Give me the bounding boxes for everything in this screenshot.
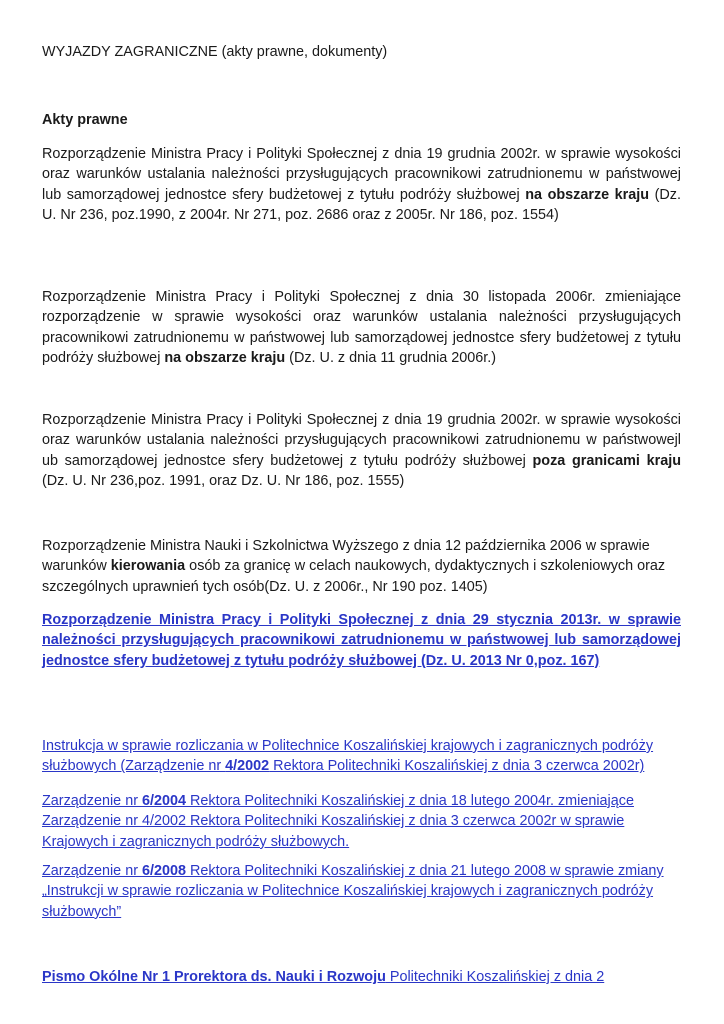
paragraph-text: osób za granicę w celach naukowych, dydaktycznych i szkoleniowych oraz szczególnych uprawnień tych osób(Dz. U. z 2006r., Nr 190 poz. 1405) [42, 558, 666, 595]
paragraph-text: Rozporządzenie Ministra Nauki i Szkolnictwa Wyższego z dnia 12 października 2006 w sprawie warunków [42, 538, 650, 575]
paragraph-text: Rozporządzenie Ministra Pracy i Polityki Społecznej z dnia 19 grudnia 2002r. w sprawie wysokości oraz warunków ustalania należności przysługujących pracownikowi zatrudnionemu w państwowejl ub samorządowej jednostce sfery budżetowej z tytułu podróży służbowej [42, 412, 681, 469]
ordinance-2004-paragraph [42, 791, 681, 852]
paragraph-text: (Dz. U. z dnia 11 grudnia 2006r.) [285, 350, 497, 367]
paragraph-text: (Dz. U. Nr 236, poz.1990, z 2004r. Nr 271, poz. 2686 oraz z 2005r. Nr 186, poz. 1554) [42, 186, 681, 224]
link-text: Rektora Politechniki Koszalińskiej z dnia 18 lutego 2004r. zmieniające Zarządzenie nr 4/2002 Rektora Politechniki Koszalińskiej z dnia 3 czerwca 2002r w sprawie Krajowych i zagranicznych podróży służbowych. [42, 793, 634, 850]
instruction-link[interactable] [42, 738, 653, 774]
ordinance-2004-link[interactable] [42, 793, 634, 850]
page-title: WYJAZDY ZAGRANICZNE (akty prawne, dokumenty) [42, 44, 388, 60]
link-text: Zarządzenie nr [42, 793, 142, 809]
paragraph-text: Rozporządzenie Ministra Pracy i Polityki Społecznej z dnia 30 listopada 2006r. zmieniające rozporządzenie w sprawie wysokości oraz warunków ustalania należności przysługujących pracownikowi zatrudnionemu w państwowej lub samorządowej jednostce sfery budżetowej z tytułu podróży służbowej [42, 289, 681, 367]
link-emphasis: 4/2002 [225, 758, 270, 775]
link-emphasis: Pismo Okólne Nr 1 Prorektora ds. Nauki i Rozwoju [42, 969, 386, 985]
paragraph-text: Rozporządzenie Ministra Pracy i Polityki Społecznej z dnia 19 grudnia 2002r. w sprawie wysokości oraz warunków ustalania należności przysługujących pracownikowi zatrudnionemu w państwowej lub samorządowej jednostce sfery budżetowej z tytułu podróży służbowej [42, 146, 681, 203]
link-emphasis: 6/2004 [141, 793, 186, 809]
circular-letter-link[interactable] [42, 969, 604, 985]
link-text: Politechniki Koszalińskiej z dnia 2 [385, 969, 605, 985]
link-text: Instrukcja w sprawie rozliczania w Politechnice Koszalińskiej krajowych i zagranicznych podróży służbowych (Zarządzenie nr [42, 738, 654, 775]
regulation-paragraph-2 [42, 287, 681, 369]
paragraph-emphasis: na obszarze kraju [525, 186, 650, 203]
paragraph-emphasis: kierowania [110, 558, 186, 575]
paragraph-emphasis: na obszarze kraju [164, 350, 286, 367]
regulation-paragraph-5 [42, 610, 681, 671]
paragraph-text: (Dz. U. Nr 236,poz. 1991, oraz Dz. U. Nr 186, poz. 1555) [42, 473, 405, 490]
regulation-paragraph-4 [42, 536, 681, 597]
regulation-paragraph-3 [42, 410, 681, 492]
regulation-2013-link[interactable]: Rozporządzenie Ministra Pracy i Polityki Społecznej z dnia 29 stycznia 2013r. w sprawie należności przysługujących pracownikowi zatrudnionemu w państwowej lub samorządowej jednostce sfery budżetowej z tytułu podróży służbowej (Dz. U. 2013 Nr 0,poz. 167) [42, 612, 681, 669]
instruction-paragraph [42, 736, 681, 777]
regulation-paragraph-1 [42, 144, 681, 226]
section-heading: Akty prawne [42, 112, 128, 128]
link-text: Rektora Politechniki Koszalińskiej z dnia 3 czerwca 2002r) [269, 758, 645, 775]
circular-letter-paragraph [42, 967, 681, 987]
link-emphasis: 6/2008 [141, 863, 186, 879]
ordinance-2008-link[interactable] [42, 863, 664, 920]
ordinance-2008-paragraph [42, 861, 681, 922]
link-text: Zarządzenie nr [42, 863, 142, 879]
paragraph-emphasis: poza granicami kraju [532, 452, 682, 469]
link-text: Rektora Politechniki Koszalińskiej z dnia 21 lutego 2008 w sprawie zmiany „Instrukcji w sprawie rozliczania w Politechnice Koszalińskiej krajowych i zagranicznych podróży służbowych” [42, 863, 664, 920]
